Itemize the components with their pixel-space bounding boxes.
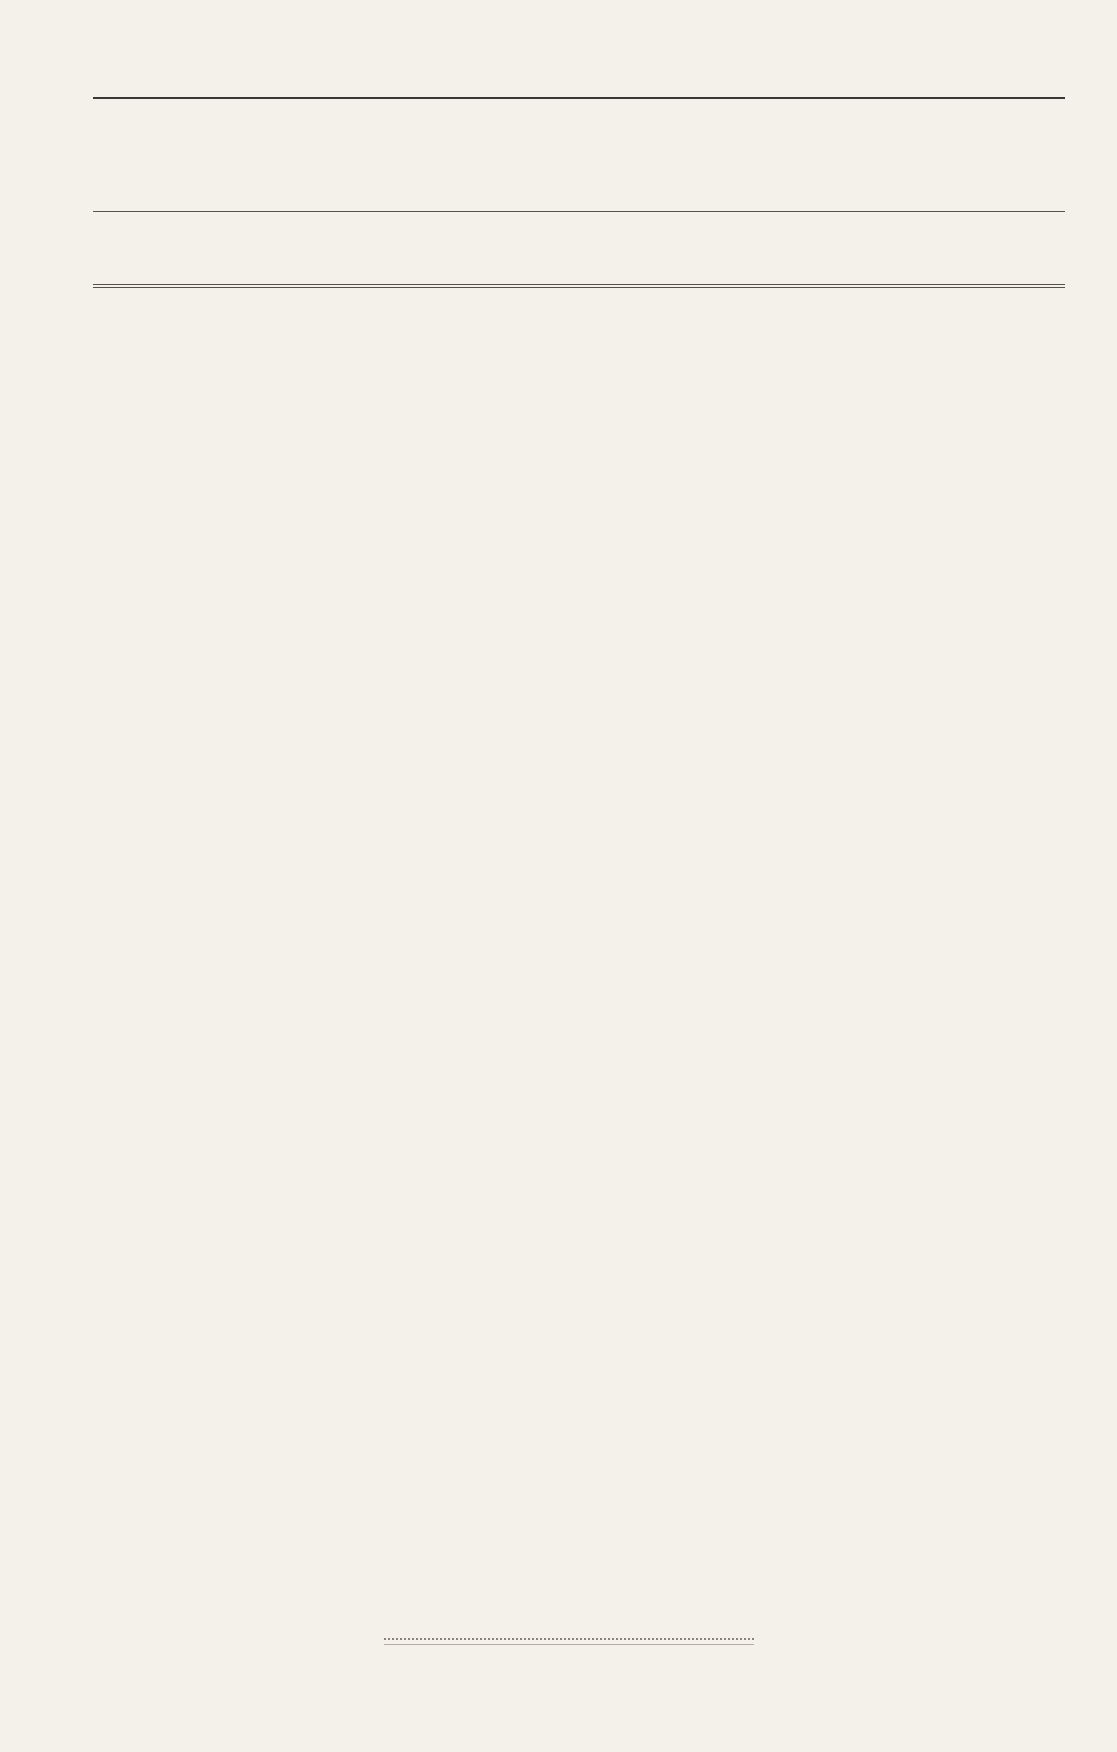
disease-name-header — [93, 98, 1065, 212]
decorative-rule — [384, 1638, 754, 1645]
district-header — [93, 212, 1065, 287]
disease-statistics-table — [93, 97, 1065, 288]
